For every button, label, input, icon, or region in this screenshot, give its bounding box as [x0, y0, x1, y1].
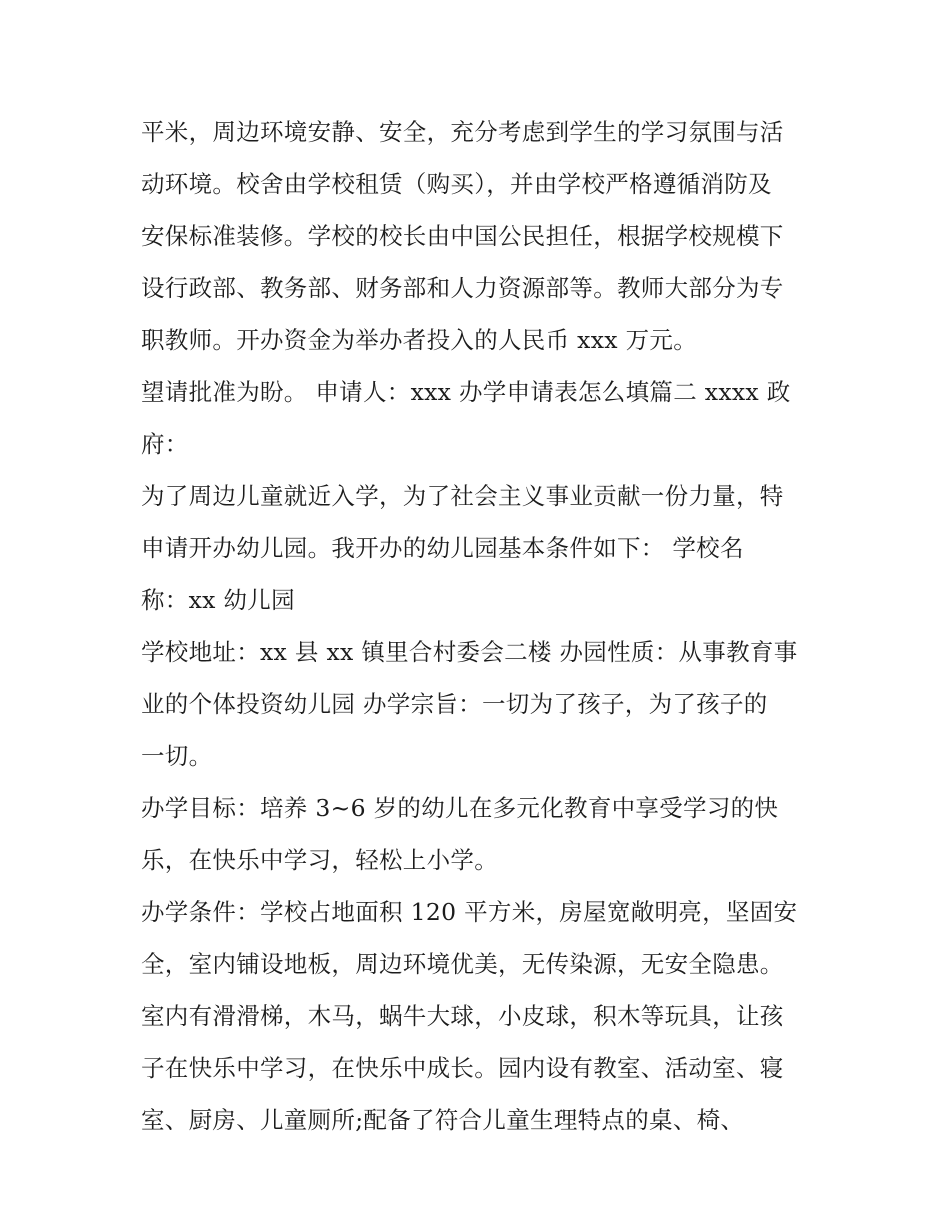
text-line: 称：xx 幼儿园 — [141, 586, 295, 614]
text-line: 乐，在快乐中学习，轻松上小学。 — [141, 846, 498, 874]
text-line: 府： — [141, 430, 189, 458]
text-line: 设行政部、教务部、财务部和人力资源部等。教师大部分为专 — [141, 274, 784, 302]
text-line: 业的个体投资幼儿园 办学宗旨：一切为了孩子，为了孩子的 — [141, 690, 768, 718]
text-line: 职教师。开办资金为举办者投入的人民币 xxx 万元。 — [141, 326, 697, 354]
text-line: 室、厨房、儿童厕所;配备了符合儿童生理特点的桌、椅、 — [141, 1106, 745, 1134]
text-line: 室内有滑滑梯，木马，蜗牛大球，小皮球，积木等玩具，让孩 — [141, 1002, 784, 1030]
text-line: 安保标准装修。学校的校长由中国公民担任，根据学校规模下 — [141, 222, 784, 250]
text-line: 办学目标：培养 3~6 岁的幼儿在多元化教育中享受学习的快 — [141, 794, 779, 822]
text-line: 办学条件：学校占地面积 120 平方米，房屋宽敞明亮，坚固安 — [141, 898, 798, 926]
text-line: 动环境。校舍由学校租赁（购买），并由学校严格遵循消防及 — [141, 170, 772, 198]
text-line: 子在快乐中学习，在快乐中成长。园内设有教室、活动室、寝 — [141, 1054, 784, 1082]
text-line: 平米，周边环境安静、安全，充分考虑到学生的学习氛围与活 — [141, 118, 784, 146]
text-line: 全，室内铺设地板，周边环境优美，无传染源，无安全隐患。 — [141, 950, 784, 978]
text-line: 申请开办幼儿园。我开办的幼儿园基本条件如下： 学校名 — [141, 534, 744, 562]
text-line: 学校地址：xx 县 xx 镇里合村委会二楼 办园性质：从事教育事 — [141, 638, 798, 666]
text-line: 一切。 — [141, 742, 213, 770]
text-line: 望请批准为盼。 申请人：xxx 办学申请表怎么填篇二 xxxx 政 — [141, 378, 791, 406]
document-body — [141, 106, 821, 1146]
text-line: 为了周边儿童就近入学，为了社会主义事业贡献一份力量，特 — [141, 482, 784, 510]
